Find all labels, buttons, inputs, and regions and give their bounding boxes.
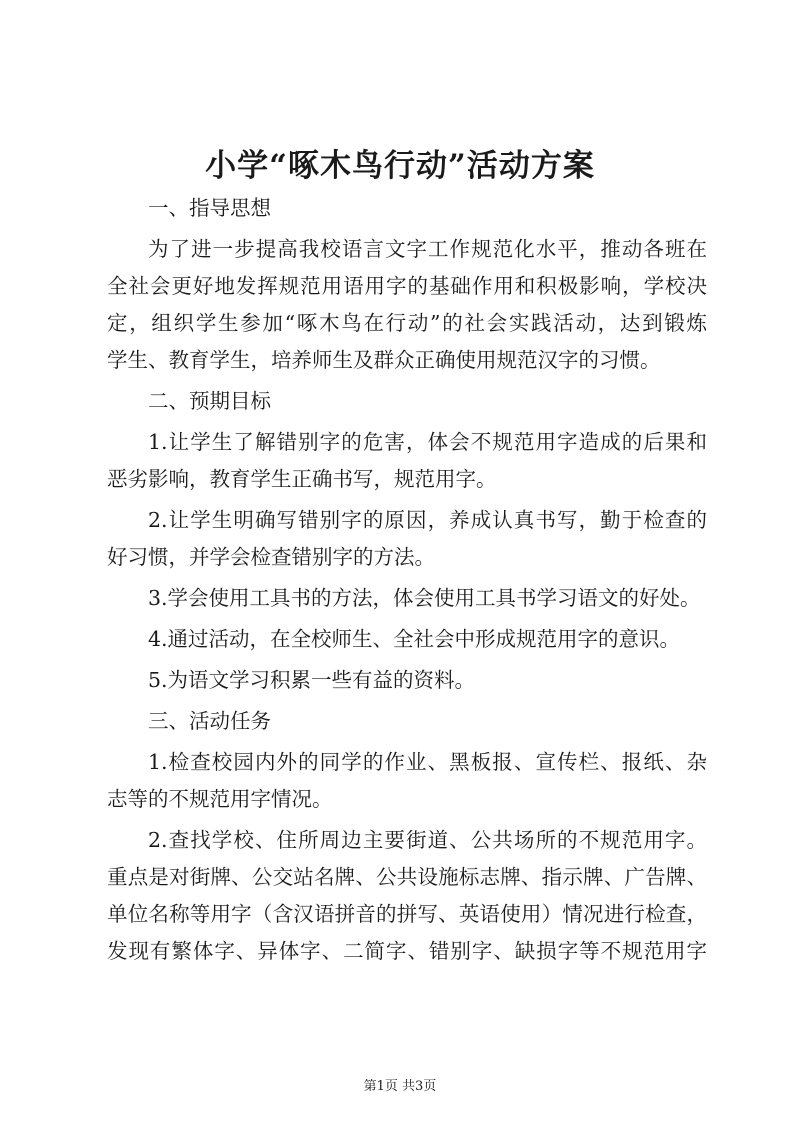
document-title: 小学“啄木鸟行动”活动方案 <box>205 148 595 184</box>
list-item-line: 4.通过活动，在全校师生、全社会中形成规范用字的意识。 <box>148 627 681 651</box>
list-item-line: 发现有繁体字、异体字、二简字、错别字、缺损字等不规范用字 <box>107 939 707 963</box>
list-item-line: 志等的不规范用字情况。 <box>107 787 333 811</box>
list-item-line: 单位名称等用字（含汉语拼音的拼写、英语使用）情况进行检查， <box>107 902 707 926</box>
list-item-line: 5.为语文学习积累一些有益的资料。 <box>148 668 476 692</box>
list-item-line: 恶劣影响，教育学生正确书写，规范用字。 <box>107 467 497 491</box>
list-item-line: 1.让学生了解错别字的危害，体会不规范用字造成的后果和 <box>148 430 707 454</box>
list-item-line: 1.检查校园内外的同学的作业、黑板报、宣传栏、报纸、杂 <box>148 750 707 774</box>
paragraph-line: 定，组织学生参加“啄木鸟在行动”的社会实践活动，达到锻炼 <box>107 311 707 335</box>
paragraph-line: 为了进一步提高我校语言文字工作规范化水平，推动各班在 <box>148 237 707 261</box>
list-item-line: 3.学会使用工具书的方法，体会使用工具书学习语文的好处。 <box>148 586 701 610</box>
section-heading: 三、活动任务 <box>148 709 271 733</box>
list-item-line: 2.查找学校、住所周边主要街道、公共场所的不规范用字。 <box>148 828 707 852</box>
list-item-line: 好习惯，并学会检查错别字的方法。 <box>107 545 435 569</box>
page-number-footer: 第1页 共3页 <box>363 1079 437 1094</box>
list-item-line: 重点是对街牌、公交站名牌、公共设施标志牌、指示牌、广告牌、 <box>107 865 707 889</box>
paragraph-line: 学生、教育学生，培养师生及群众正确使用规范汉字的习惯。 <box>107 348 661 372</box>
list-item-line: 2.让学生明确写错别字的原因，养成认真书写，勤于检查的 <box>148 508 707 532</box>
section-heading: 一、指导思想 <box>148 196 271 220</box>
section-heading: 二、预期目标 <box>148 389 271 413</box>
paragraph-line: 全社会更好地发挥规范用语用字的基础作用和积极影响，学校决 <box>107 274 707 298</box>
document-body <box>107 190 707 970</box>
